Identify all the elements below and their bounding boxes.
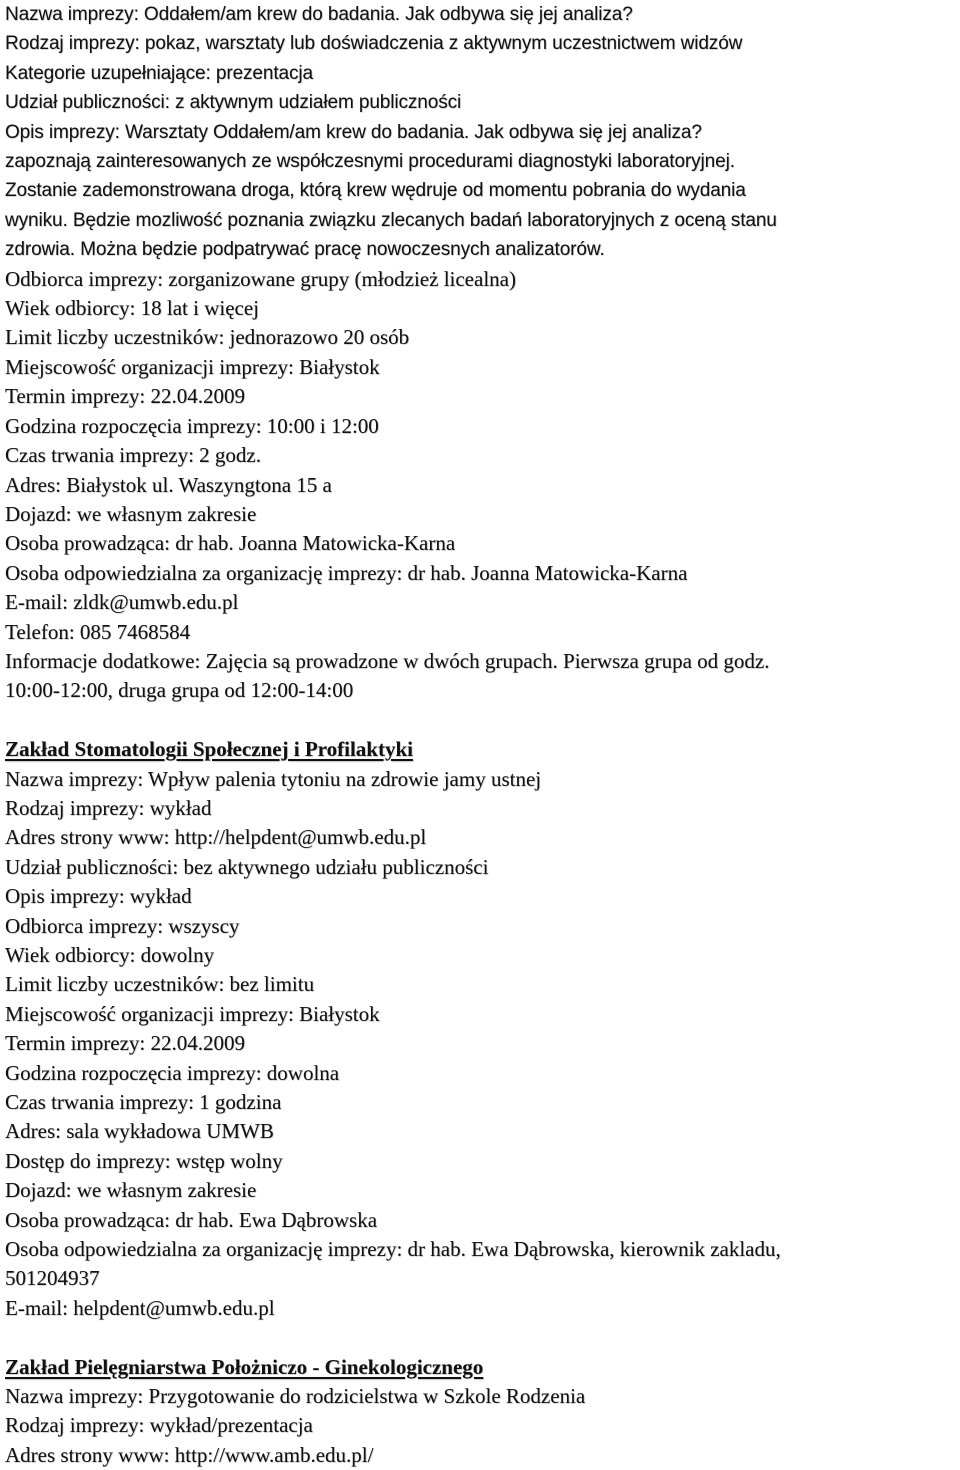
organizer-line: Osoba odpowiedzialna za organizację imprezy: dr hab. Ewa Dąbrowska, kierownik zakladu, [5, 1237, 781, 1262]
phone-line: Telefon: 085 7468584 [5, 619, 191, 644]
host-line: Osoba prowadząca: dr hab. Joanna Matowicka-Karna [5, 531, 456, 556]
recipient-line: Odbiorca imprezy: wszyscy [5, 913, 240, 938]
event-name-line: Nazwa imprezy: Przygotowanie do rodzicielstwa w Szkole Rodzenia [5, 1384, 586, 1409]
email-line: E-mail: helpdent@umwb.edu.pl [5, 1295, 275, 1320]
duration-line: Czas trwania imprezy: 1 godzina [5, 1090, 282, 1115]
department-heading: Zakład Stomatologii Społecznej i Profilaktyki [5, 737, 413, 762]
website-line: Adres strony www: http://helpdent@umwb.edu.pl [5, 825, 427, 850]
audience-participation-line: Udział publiczności: bez aktywnego udziału publiczności [5, 854, 489, 879]
date-line: Termin imprezy: 22.04.2009 [5, 1031, 245, 1056]
start-time-line: Godzina rozpoczęcia imprezy: dowolna [5, 1060, 340, 1085]
additional-info-line-1: Informacje dodatkowe: Zajęcia są prowadzone w dwóch grupach. Pierwsza grupa od godz. [5, 648, 770, 673]
additional-info-line-2: 10:00-12:00, druga grupa od 12:00-14:00 [5, 678, 354, 703]
event-type-line: Rodzaj imprezy: pokaz, warsztaty lub doświadczenia z aktywnym uczestnictwem widzów [5, 33, 743, 55]
description-line-1: Opis imprezy: Warsztaty Oddałem/am krew do badania. Jak odbywa się jej analiza? [5, 121, 702, 143]
description-line-2: zapoznają zainteresowanych ze współczesnymi procedurami diagnostyki laboratoryjnej. [5, 151, 735, 173]
organizer-phone-line: 501204937 [5, 1266, 100, 1291]
event-type-line: Rodzaj imprezy: wykład [5, 795, 212, 820]
department-heading: Zakład Pielęgniarstwa Położniczo - Ginekologicznego [5, 1354, 484, 1379]
document-page [5, 0, 955, 1470]
description-line-3: Zostanie zademonstrowana droga, którą krew wędruje od momentu pobrania do wydania [5, 180, 746, 202]
audience-participation-line: Udział publiczności: z aktywnym udziałem publiczności [5, 92, 462, 114]
address-line: Adres: sala wykładowa UMWB [5, 1119, 274, 1144]
description-line: Opis imprezy: wykład [5, 884, 192, 909]
duration-line: Czas trwania imprezy: 2 godz. [5, 443, 261, 468]
website-line: Adres strony www: http://www.amb.edu.pl/ [5, 1442, 374, 1467]
organizer-line: Osoba odpowiedzialna za organizację imprezy: dr hab. Joanna Matowicka-Karna [5, 560, 688, 585]
participant-limit-line: Limit liczby uczestników: jednorazowo 20 osób [5, 325, 410, 350]
location-line: Miejscowość organizacji imprezy: Białystok [5, 1001, 380, 1026]
address-line: Adres: Białystok ul. Waszyngtona 15 a [5, 472, 332, 497]
description-line-5: zdrowia. Można będzie podpatrywać pracę nowoczesnych analizatorów. [5, 239, 605, 261]
event-name-line: Nazwa imprezy: Wpływ palenia tytoniu na zdrowie jamy ustnej [5, 766, 542, 791]
age-line: Wiek odbiorcy: dowolny [5, 942, 215, 967]
description-line-4: wyniku. Będzie mozliwość poznania związku zlecanych badań laboratoryjnych z oceną stanu [5, 209, 777, 231]
section-dental-department [5, 735, 955, 1323]
section-event-blood-analysis [5, 0, 955, 706]
event-name-line: Nazwa imprezy: Oddałem/am krew do badania. Jak odbywa się jej analiza? [5, 4, 633, 25]
category-line: Kategorie uzupełniające: prezentacja [5, 62, 313, 84]
section-obstetric-nursing-department [5, 1353, 955, 1470]
section-spacer [5, 706, 955, 735]
entry-line: Dostęp do imprezy: wstęp wolny [5, 1148, 283, 1173]
section-spacer [5, 1323, 955, 1352]
recipient-line: Odbiorca imprezy: zorganizowane grupy (młodzież licealna) [5, 266, 516, 291]
host-line: Osoba prowadząca: dr hab. Ewa Dąbrowska [5, 1207, 378, 1232]
email-line: E-mail: zldk@umwb.edu.pl [5, 590, 239, 615]
participant-limit-line: Limit liczby uczestników: bez limitu [5, 972, 315, 997]
access-line: Dojazd: we własnym zakresie [5, 1178, 257, 1203]
age-line: Wiek odbiorcy: 18 lat i więcej [5, 296, 259, 321]
access-line: Dojazd: we własnym zakresie [5, 501, 257, 526]
start-time-line: Godzina rozpoczęcia imprezy: 10:00 i 12:00 [5, 413, 379, 438]
location-line: Miejscowość organizacji imprezy: Białystok [5, 354, 380, 379]
date-line: Termin imprezy: 22.04.2009 [5, 384, 245, 409]
event-type-line: Rodzaj imprezy: wykład/prezentacja [5, 1413, 313, 1438]
